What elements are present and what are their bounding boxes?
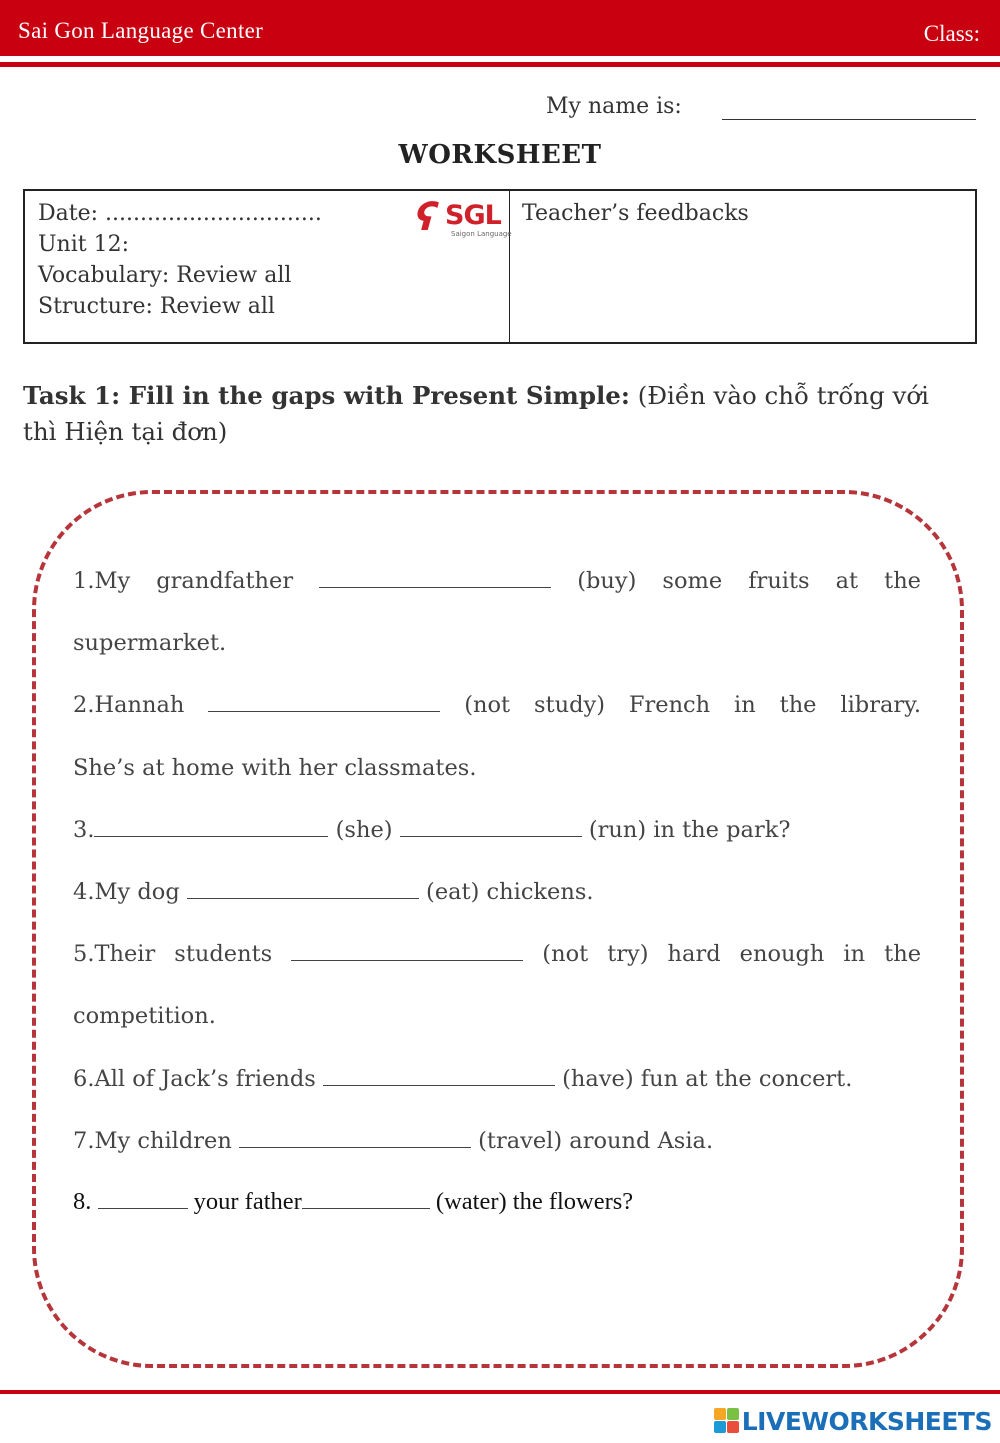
q1-blank[interactable] — [319, 587, 551, 588]
q6-hint: (have) fun at the concert. — [562, 1066, 853, 1092]
info-table — [23, 189, 977, 344]
logo-text: SGL — [445, 200, 501, 231]
liveworksheets-blocks-icon — [714, 1408, 740, 1434]
question-3 — [73, 817, 921, 843]
sgl-logo — [409, 195, 512, 241]
q3-subject: (she) — [335, 817, 393, 843]
question-1-cont: supermarket. — [73, 630, 227, 656]
center-name: Sai Gon Language Center — [18, 18, 264, 43]
question-7 — [73, 1128, 921, 1154]
teacher-feedback-label: Teacher’s feedbacks — [522, 201, 749, 226]
q6-text: 6.All of Jack’s friends — [73, 1066, 316, 1092]
header-divider — [0, 62, 1000, 67]
unit-line: Unit 12: — [38, 232, 129, 257]
q3-hint: (run) in the park? — [588, 817, 791, 843]
sgl-swirl-icon: ʕ — [409, 195, 443, 239]
header-bar — [0, 0, 1000, 56]
q4-hint: (eat) chickens. — [426, 879, 594, 905]
q7-hint: (travel) around Asia. — [478, 1128, 714, 1154]
q8-text: 8. — [73, 1188, 92, 1215]
vocabulary-line: Vocabulary: Review all — [38, 263, 292, 288]
q1-text: 1.My grandfather — [73, 568, 294, 594]
name-label: My name is: — [546, 94, 682, 119]
q5-text: 5.Their students — [73, 941, 273, 967]
class-label: Class: — [923, 21, 980, 46]
structure-line: Structure: Review all — [38, 294, 275, 319]
question-1 — [73, 568, 921, 594]
q8-subject: your father — [193, 1188, 302, 1215]
q6-blank[interactable] — [323, 1085, 555, 1086]
worksheet-title: WORKSHEET — [398, 140, 602, 170]
q3-text: 3. — [73, 817, 95, 843]
date-line: Date: ............................... — [38, 201, 322, 226]
q5-hint: (not try) hard enough in the — [542, 941, 922, 967]
task-heading — [23, 378, 953, 450]
q7-blank[interactable] — [239, 1147, 471, 1148]
q2-blank[interactable] — [208, 711, 440, 712]
task-translation: (Điền vào chỗ trống với thì Hiện tại đơn) — [23, 381, 929, 446]
question-6 — [73, 1066, 921, 1092]
question-5 — [73, 941, 921, 967]
q3-blank-2[interactable] — [400, 836, 582, 837]
q3-blank-1[interactable] — [94, 836, 328, 837]
question-8 — [73, 1188, 921, 1216]
question-box — [32, 490, 964, 1368]
q8-hint: (water) the flowers? — [435, 1188, 634, 1215]
question-2 — [73, 692, 921, 718]
question-4 — [73, 879, 921, 905]
task-title: Task 1: Fill in the gaps with Present Simple: — [23, 381, 630, 410]
name-blank[interactable] — [722, 119, 976, 120]
liveworksheets-logo — [714, 1406, 992, 1436]
footer-divider — [0, 1390, 1000, 1394]
logo-subtext: Saigon Language — [451, 230, 512, 238]
q8-blank-1[interactable] — [98, 1208, 188, 1209]
question-5-cont: competition. — [73, 1003, 216, 1029]
q2-text: 2.Hannah — [73, 692, 185, 718]
q8-blank-2[interactable] — [302, 1208, 430, 1209]
q7-text: 7.My children — [73, 1128, 232, 1154]
q2-hint: (not study) French in the library. — [464, 692, 922, 718]
lesson-info-cell — [25, 191, 510, 342]
q4-blank[interactable] — [187, 898, 419, 899]
liveworksheets-text: LIVEWORKSHEETS — [741, 1406, 992, 1436]
question-2-cont: She’s at home with her classmates. — [73, 755, 477, 781]
q4-text: 4.My dog — [73, 879, 180, 905]
q1-hint: (buy) some fruits at the — [577, 568, 922, 594]
q5-blank[interactable] — [291, 960, 523, 961]
